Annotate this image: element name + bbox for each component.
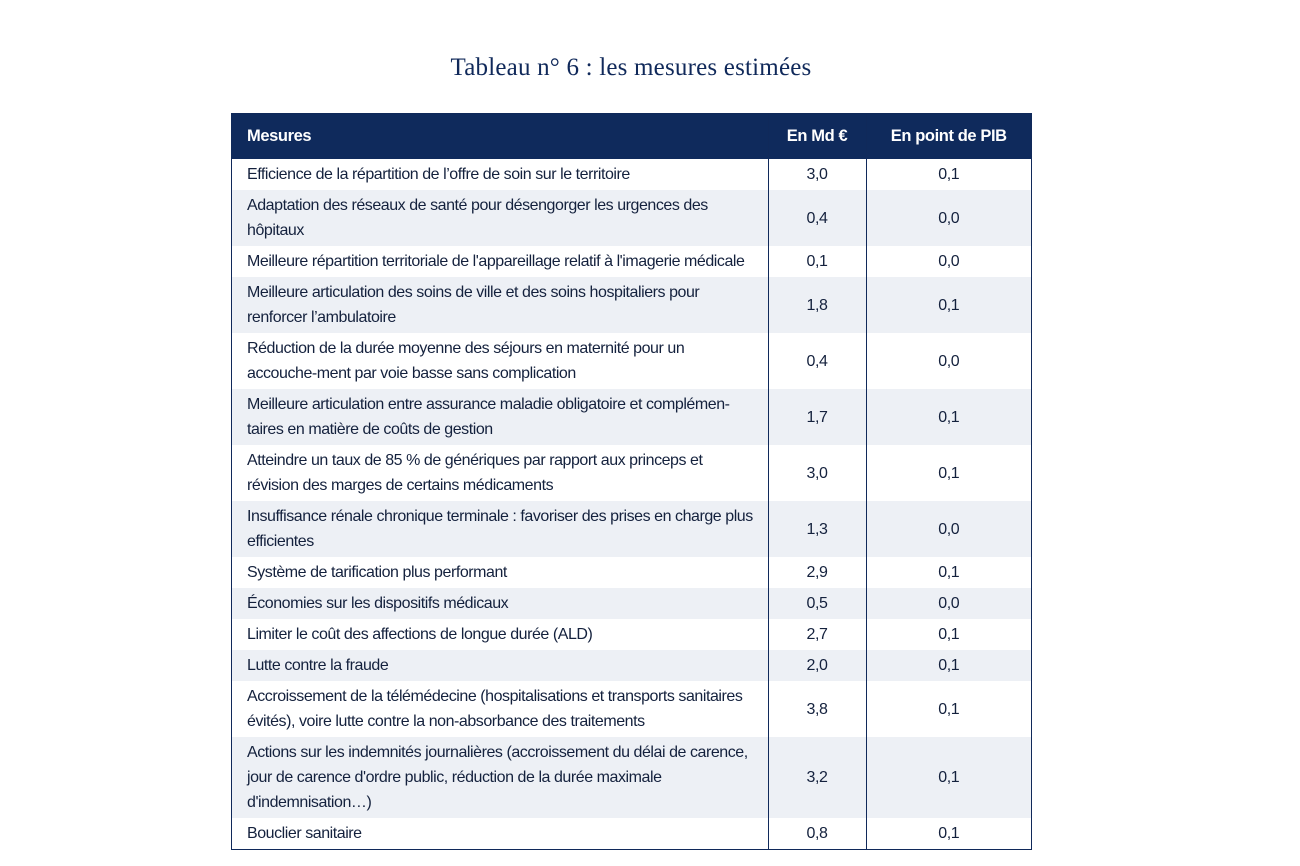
header-point-pib: En point de PIB [866, 114, 1031, 159]
pib-cell: 0,1 [866, 681, 1031, 737]
table-row [232, 557, 1031, 588]
md-cell: 2,7 [768, 619, 866, 650]
measure-cell: Meilleure articulation des soins de ville et des soins hospitaliers pour renforcer l’ambulatoire [232, 277, 768, 333]
measure-cell: Adaptation des réseaux de santé pour désengorger les urgences des hôpitaux [232, 190, 768, 246]
pib-cell: 0,0 [866, 588, 1031, 619]
table-row [232, 737, 1031, 818]
md-cell: 2,9 [768, 557, 866, 588]
measure-cell: Lutte contre la fraude [232, 650, 768, 681]
table-row [232, 333, 1031, 389]
measure-cell: Efficience de la répartition de l’offre de soin sur le territoire [232, 159, 768, 190]
table-row [232, 681, 1031, 737]
md-cell: 1,8 [768, 277, 866, 333]
pib-cell: 0,1 [866, 445, 1031, 501]
pib-cell: 0,1 [866, 277, 1031, 333]
pib-cell: 0,0 [866, 246, 1031, 277]
table-row [232, 650, 1031, 681]
table-header-row [232, 114, 1031, 159]
measure-cell: Actions sur les indemnités journalières (accroissement du délai de carence, jour de carence d'ordre public, réduction de la durée maximale d'indemnisation…) [232, 737, 768, 818]
measure-cell: Bouclier sanitaire [232, 818, 768, 849]
table-row [232, 445, 1031, 501]
pib-cell: 0,1 [866, 650, 1031, 681]
measure-cell: Atteindre un taux de 85 % de génériques par rapport aux princeps et révision des marges de certains médicaments [232, 445, 768, 501]
md-cell: 3,8 [768, 681, 866, 737]
md-cell: 0,5 [768, 588, 866, 619]
md-cell: 0,4 [768, 333, 866, 389]
md-cell: 3,0 [768, 159, 866, 190]
md-cell: 0,1 [768, 246, 866, 277]
measure-cell: Accroissement de la télémédecine (hospitalisations et transports sanitaires évités), voire lutte contre la non-absorbance des traitements [232, 681, 768, 737]
table-row [232, 190, 1031, 246]
measure-cell: Réduction de la durée moyenne des séjours en maternité pour un accouche-ment par voie basse sans complication [232, 333, 768, 389]
md-cell: 3,2 [768, 737, 866, 818]
table-row [232, 246, 1031, 277]
measure-cell: Meilleure répartition territoriale de l'appareillage relatif à l'imagerie médicale [232, 246, 768, 277]
measures-table [231, 113, 1032, 850]
md-cell: 0,4 [768, 190, 866, 246]
pib-cell: 0,0 [866, 501, 1031, 557]
table-row [232, 159, 1031, 190]
md-cell: 0,8 [768, 818, 866, 849]
pib-cell: 0,0 [866, 190, 1031, 246]
table-row [232, 588, 1031, 619]
measure-cell: Système de tarification plus performant [232, 557, 768, 588]
table-row [232, 389, 1031, 445]
header-md-euro: En Md € [768, 114, 866, 159]
md-cell: 3,0 [768, 445, 866, 501]
table-title: Tableau n° 6 : les mesures estimées [450, 54, 812, 81]
md-cell: 2,0 [768, 650, 866, 681]
measure-cell: Meilleure articulation entre assurance maladie obligatoire et complémen-taires en matière de coûts de gestion [232, 389, 768, 445]
measure-cell: Insuffisance rénale chronique terminale : favoriser des prises en charge plus efficientes [232, 501, 768, 557]
pib-cell: 0,1 [866, 159, 1031, 190]
table-row [232, 619, 1031, 650]
pib-cell: 0,1 [866, 557, 1031, 588]
measure-cell: Économies sur les dispositifs médicaux [232, 588, 768, 619]
md-cell: 1,3 [768, 501, 866, 557]
pib-cell: 0,1 [866, 818, 1031, 849]
pib-cell: 0,1 [866, 389, 1031, 445]
pib-cell: 0,1 [866, 737, 1031, 818]
table-row [232, 501, 1031, 557]
md-cell: 1,7 [768, 389, 866, 445]
header-mesures: Mesures [232, 114, 768, 159]
table-row [232, 277, 1031, 333]
measure-cell: Limiter le coût des affections de longue durée (ALD) [232, 619, 768, 650]
pib-cell: 0,1 [866, 619, 1031, 650]
pib-cell: 0,0 [866, 333, 1031, 389]
table-row [232, 818, 1031, 849]
